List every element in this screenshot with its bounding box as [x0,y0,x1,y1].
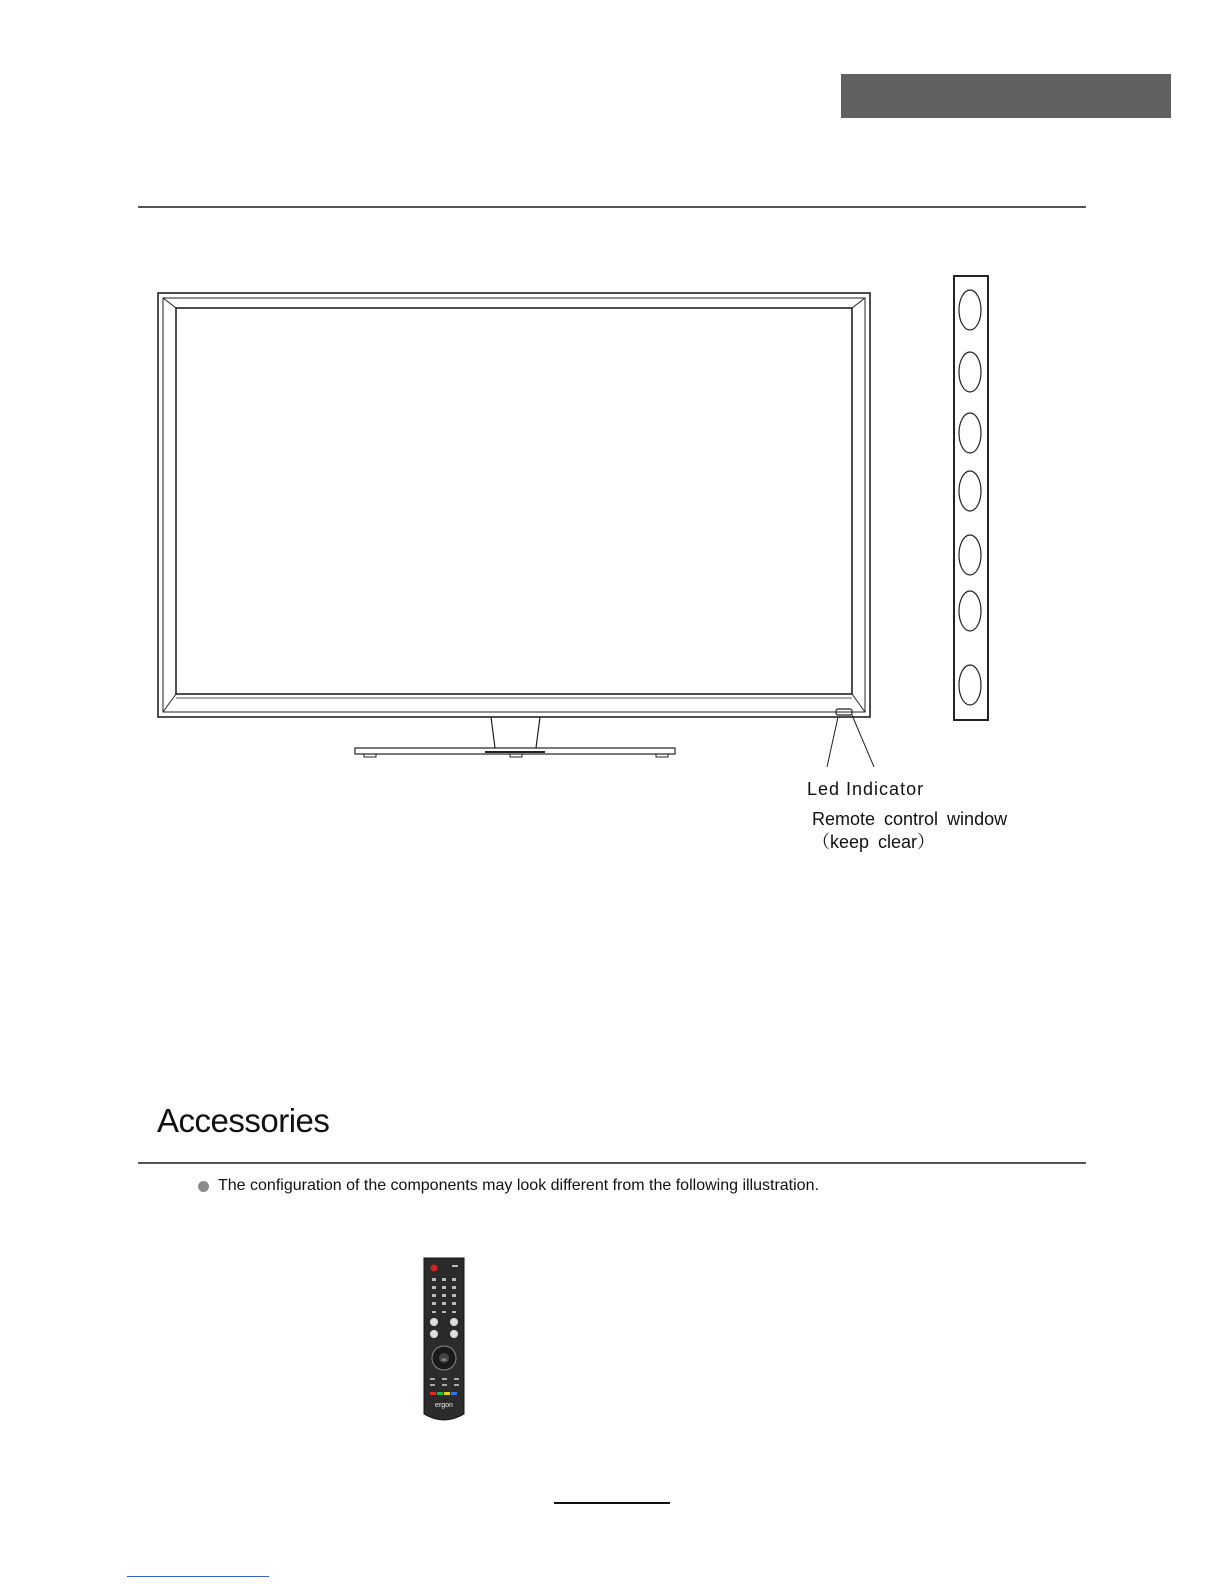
section-rule-accessories [138,1162,1086,1164]
side-button-panel [954,276,988,720]
remote-ok-label: OK [441,1357,447,1362]
tv-inner-frame [163,298,865,712]
side-button-4 [959,471,981,511]
side-button-5 [959,535,981,575]
led-indicator-label: Led Indicator [807,779,925,799]
remote-window-line-1: Remote control window [812,809,1008,829]
bullet-icon [198,1181,209,1192]
tv-front [158,293,874,767]
bottom-link-underline [127,1576,269,1577]
side-button-2 [959,352,981,392]
accessories-note [198,1177,819,1195]
footer-rule [554,1502,670,1504]
callout-remote [852,715,874,767]
side-button-3 [959,413,981,453]
remote-control [424,1258,464,1420]
remote-brand-logo: ergon [435,1402,453,1409]
accessories-title: Accessories [157,1102,330,1139]
tv-outer-frame [158,293,870,717]
tv-screen [176,308,852,694]
remote-window-line-2: （keep clear） [812,832,936,852]
side-button-1 [959,290,981,330]
accessories-note-text: The configuration of the components may look different from the following illustration. [218,1177,819,1194]
remote-power-button [431,1265,438,1272]
remote-window-label [812,808,1007,854]
side-button-7 [959,665,981,705]
side-button-6 [959,591,981,631]
callout-led [827,717,838,767]
